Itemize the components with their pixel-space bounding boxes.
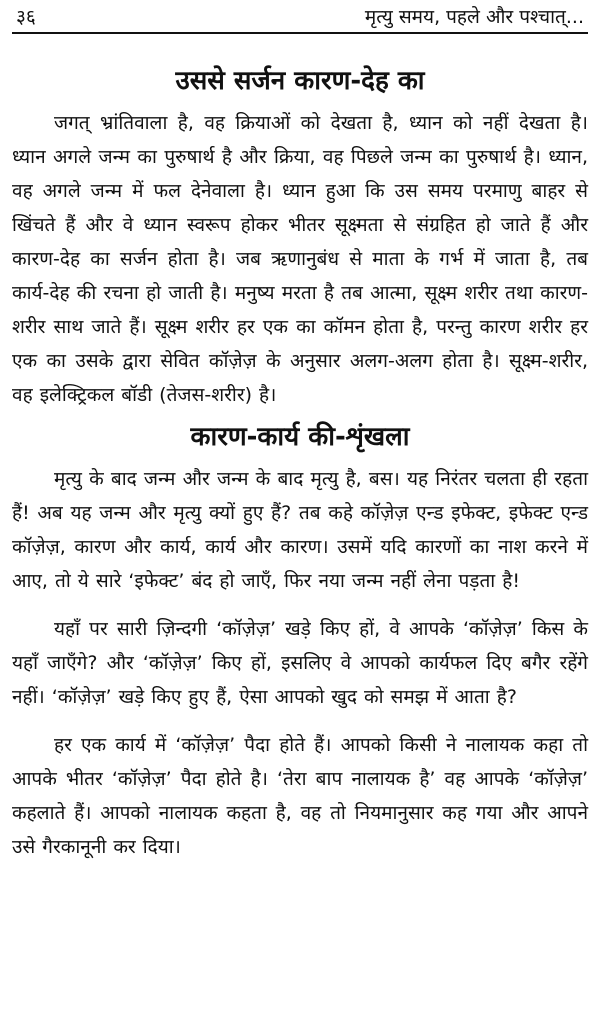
running-header [12,4,588,34]
paragraph-1: जगत् भ्रांतिवाला है, वह क्रियाओं को देखता है, ध्यान को नहीं देखता है। ध्यान अगले जन्म का पुरुषार्थ है और क्रिया, वह पिछले जन्म का पुरुषार्थ है। ध्यान, वह अगले जन्म में फल देनेवाला है। ध्यान हुआ कि उस समय परमाणु बाहर से खिंचते हैं और वे ध्यान स्वरूप होकर भीतर सूक्ष्मता से संग्रहित हो जाते हैं और कारण-देह का सर्जन होता है। जब ऋणानुबंध से माता के गर्भ में जाता है, तब कार्य-देह की रचना हो जाती है। मनुष्य मरता है तब आत्मा, सूक्ष्म शरीर तथा कारण-शरीर साथ जाते हैं। सूक्ष्म शरीर हर एक का कॉमन होता है, परन्तु कारण शरीर हर एक का उसके द्वारा सेवित कॉज़ेज़ के अनुसार अलग-अलग होता है। सूक्ष्म-शरीर, वह इलेक्ट्रिकल बॉडी (तेजस-शरीर) है। [12,112,588,406]
book-title: मृत्यु समय, पहले और पश्चात्... [364,6,584,28]
page-number: ३६ [16,6,36,28]
section-heading-1: उससे सर्जन कारण-देह का [175,66,425,96]
paragraph-2: मृत्यु के बाद जन्म और जन्म के बाद मृत्यु है, बस। यह निरंतर चलता ही रहता हैं! अब यह जन्म और मृत्यु क्यों हुए हैं? तब कहे कॉज़ेज़ एन्ड इफेक्ट, इफेक्ट एन्ड कॉज़ेज़, कारण और कार्य, कार्य और कारण। उसमें यदि कारणों का नाश करने में आए, तो ये सारे ‘इफेक्ट’ बंद हो जाएँ, फिर नया जन्म नहीं लेना पड़ता है! [12,468,588,592]
paragraph-3: यहाँ पर सारी ज़िन्दगी ‘कॉज़ेज़’ खड़े किए हों, वे आपके ‘कॉज़ेज़’ किस के यहाँ जाएँगे? और ‘कॉज़ेज़’ किए हों, इसलिए वे आपको कार्यफल दिए बगैर रहेंगे नहीं। ‘कॉज़ेज़’ खड़े किए हुए हैं, ऐसा आपको खुद को समझ में आता है? [12,618,588,708]
paragraph-4: हर एक कार्य में ‘कॉज़ेज़’ पैदा होते हैं। आपको किसी ने नालायक कहा तो आपके भीतर ‘कॉज़ेज़’ पैदा होते है। ‘तेरा बाप नालायक है’ वह आपके ‘कॉज़ेज़’ कहलाते हैं। आपको नालायक कहता है, वह तो नियमानुसार कह गया और आपने उसे गैरकानूनी कर दिया। [12,734,588,858]
section-heading-2: कारण-कार्य की-शृंखला [190,422,410,452]
